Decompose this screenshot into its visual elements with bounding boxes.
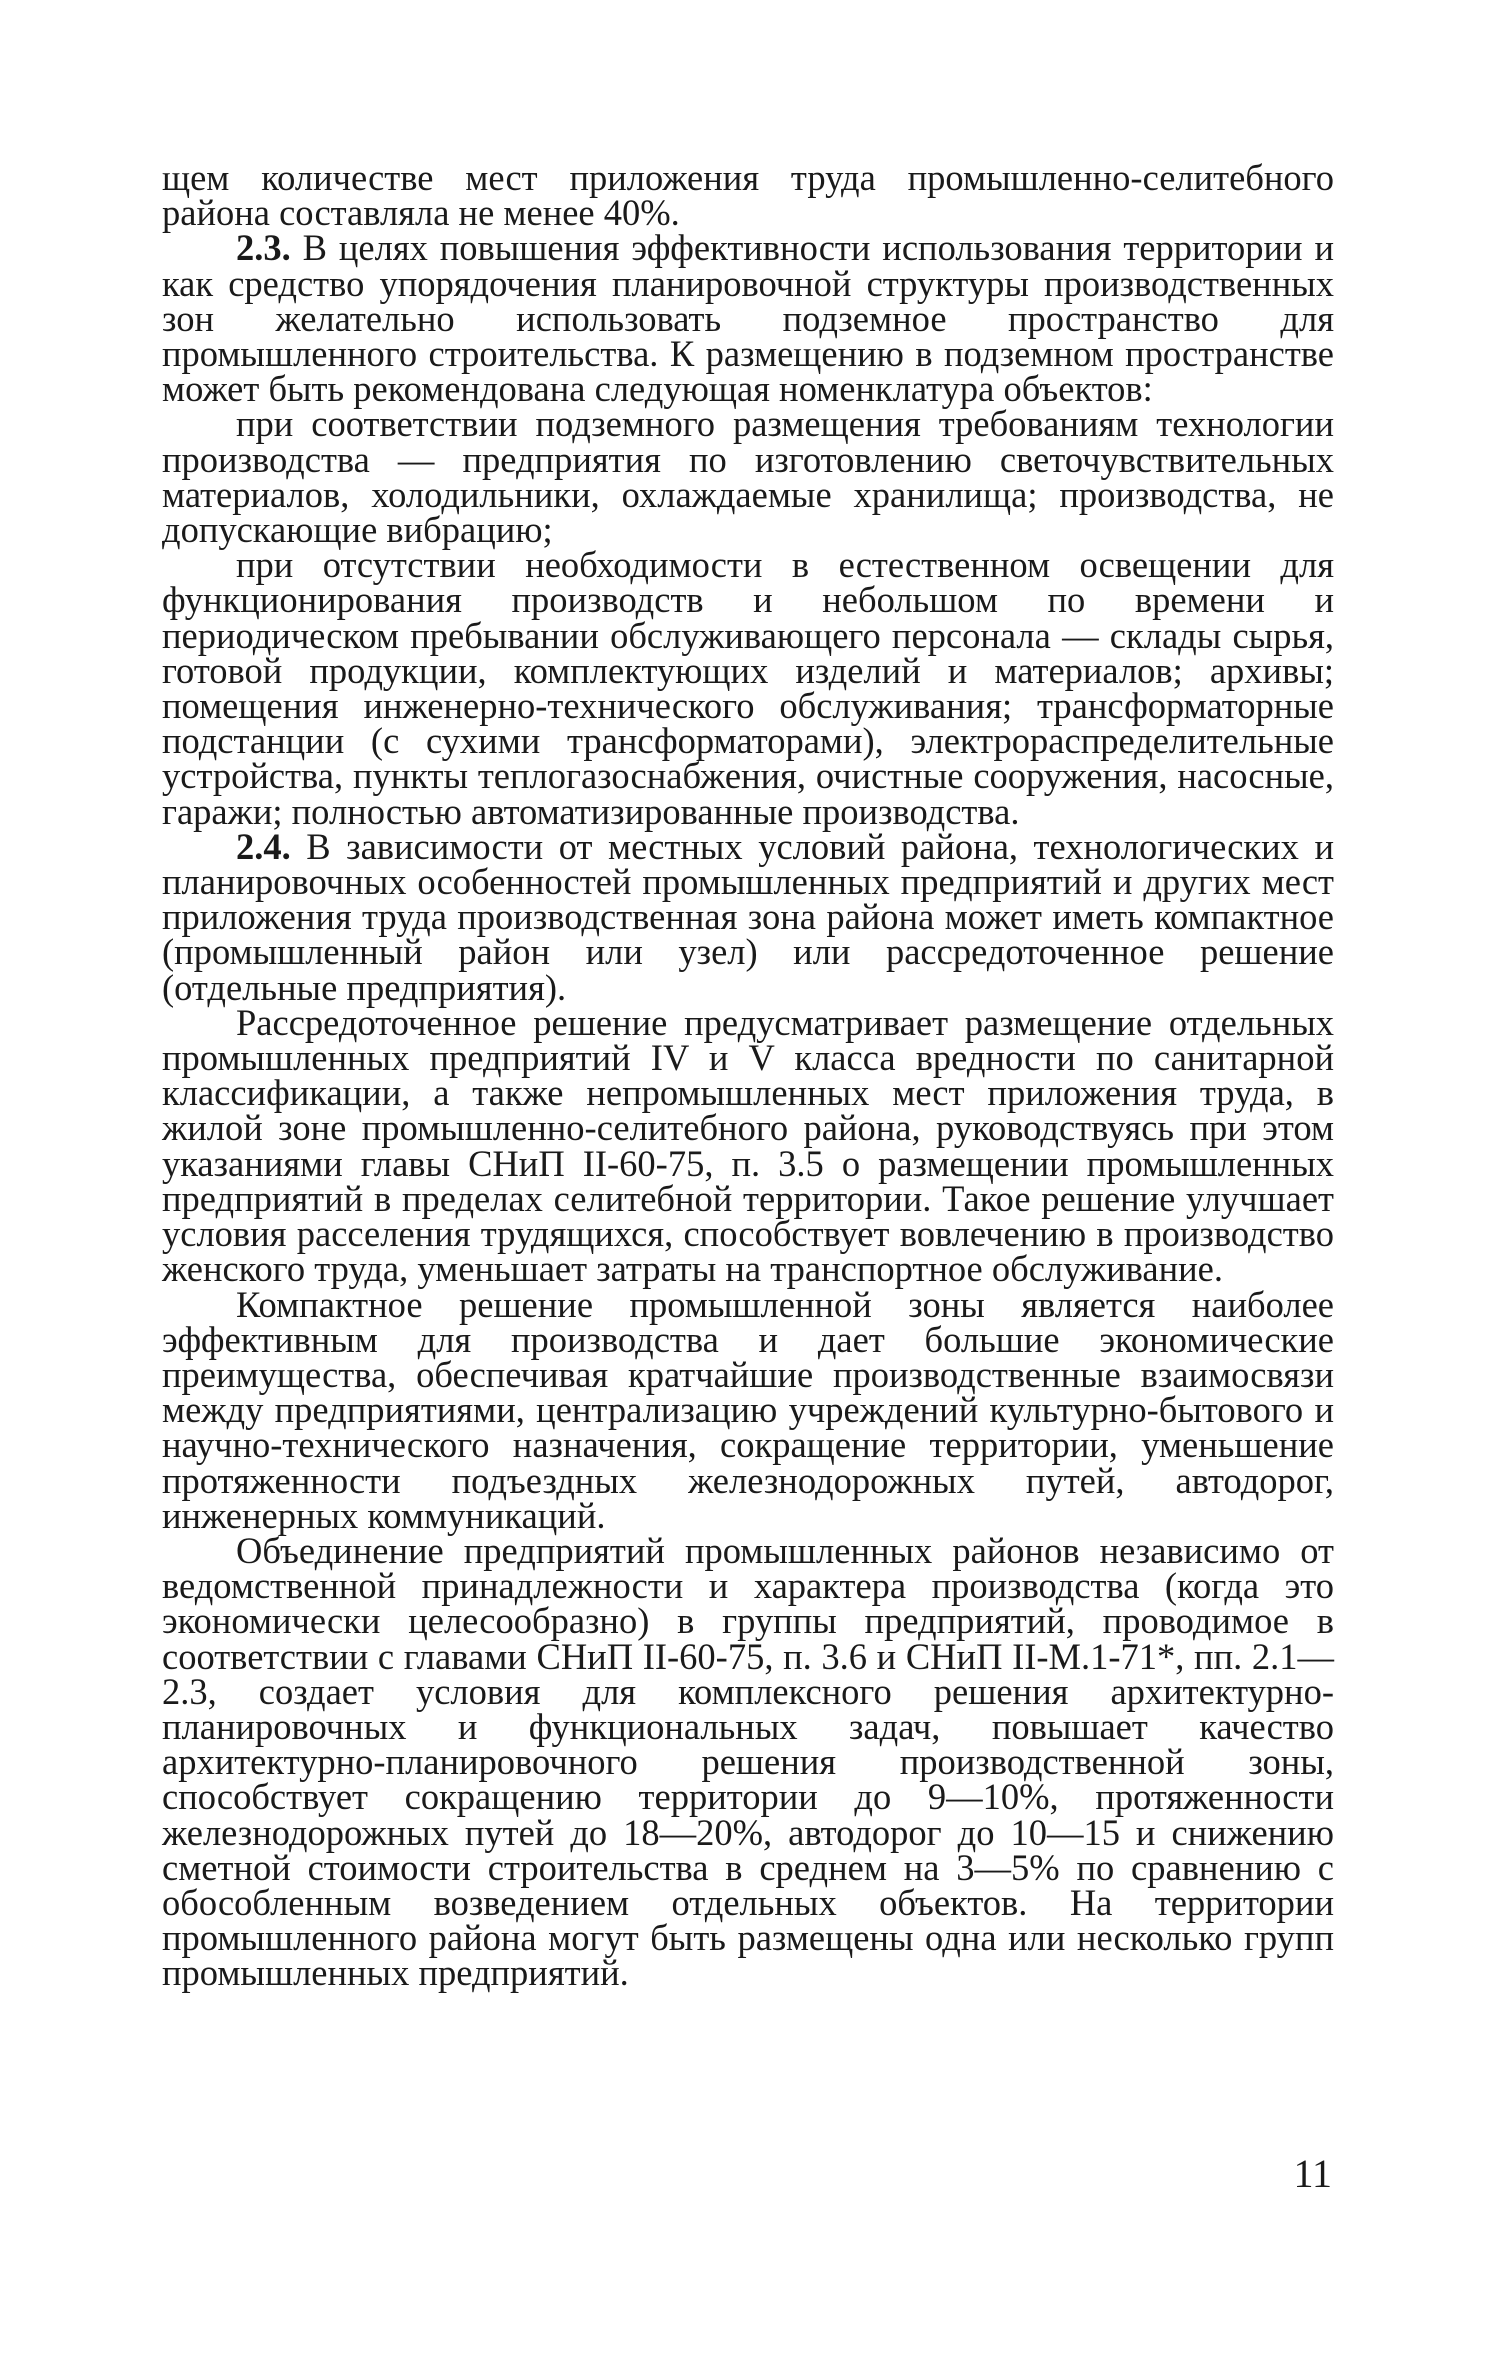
paragraph	[162, 1283, 1334, 1536]
paragraph	[162, 1001, 1334, 1290]
paragraph-text: при соответствии подземного размещения требованиям технологии производства — предприятия по изготовлению светочувствительных материалов, холодильники, охлаждаемые хранилища; производства, не допускающие вибрацию;	[162, 403, 1334, 551]
paragraph-text: В зависимости от местных условий района, технологических и планировочных особенностей промышленных предприятий и других мест приложения труда производственная зона района может иметь компактное (промышленный район или узел) или рассредоточенное решение (отдельные предприятия).	[162, 825, 1334, 1008]
body-text	[162, 157, 1334, 1994]
section-number: 2.3.	[236, 227, 291, 269]
paragraph-text: при отсутствии необходимости в естественном освещении для функционирования производств и небольшом по времени и периодическом пребывании обслуживающего персонала — склады сырья, готовой продукции, комплектующих изделий и материалов; архивы; помещения инженерно-технического обслуживания; трансформаторные подстанции (с сухими трансформаторами), электрораспределительные устройства, пункты теплогазоснабжения, очистные сооружения, насосные, гаражи; полностью автоматизированные производства.	[162, 544, 1334, 832]
paragraph-section-2-3	[162, 227, 1334, 410]
paragraph-text: щем количестве мест приложения труда промышленно-селитебного района составляла не менее 40%.	[162, 157, 1334, 234]
section-number: 2.4.	[236, 825, 291, 867]
page-number: 11	[1293, 2151, 1332, 2196]
paragraph	[162, 1529, 1334, 1994]
paragraph-list-item	[162, 403, 1334, 551]
paragraph-text: Рассредоточенное решение предусматривает размещение отдельных промышленных предприятий IV и V класса вредности по санитарной классификации, а также непромышленных мест приложения труда, в жилой зоне промышленно-селитебного района, руководствуясь при этом указаниями главы СНиП II-60-75, п. 3.5 о размещении промышленных предприятий в пределах селитебной территории. Такое решение улучшает условия расселения трудящихся, способствует вовлечению в производство женского труда, уменьшает затраты на транспортное обслуживание.	[162, 1001, 1334, 1290]
paragraph-section-2-4	[162, 825, 1334, 1008]
paragraph-text: Объединение предприятий промышленных районов независимо от ведомственной принадлежности и характера производства (когда это экономически целесообразно) в группы предприятий, проводимое в соответствии с главами СНиП II-60-75, п. 3.6 и СНиП II-М.1-71*, пп. 2.1—2.3, создает условия для комплексного решения архитектурно-планировочных и функциональных задач, повышает качество архитектурно-планировочного решения производственной зоны, способствует сокращению территории до 9—10%, протяженности железнодорожных путей до 18—20%, автодорог до 10—15 и снижению сметной стоимости строительства в среднем на 3—5% по сравнению с обособленным возведением отдельных объектов. На территории промышленного района могут быть размещены одна или несколько групп промышленных предприятий.	[162, 1529, 1334, 1994]
paragraph-continuation	[162, 157, 1334, 234]
paragraph-list-item	[162, 544, 1334, 832]
paragraph-text: Компактное решение промышленной зоны является наиболее эффективным для производства и дает большие экономические преимущества, обеспечивая кратчайшие производственные взаимосвязи между предприятиями, централизацию учреждений культурно-бытового и научно-технического назначения, сокращение территории, уменьшение протяженности подъездных железнодорожных путей, автодорог, инженерных коммуникаций.	[162, 1283, 1334, 1536]
paragraph-text: В целях повышения эффективности использования территории и как средство упорядочения планировочной структуры производственных зон желательно использовать подземное пространство для промышленного строительства. К размещению в подземном пространстве может быть рекомендована следующая номенклатура объектов:	[162, 227, 1334, 410]
